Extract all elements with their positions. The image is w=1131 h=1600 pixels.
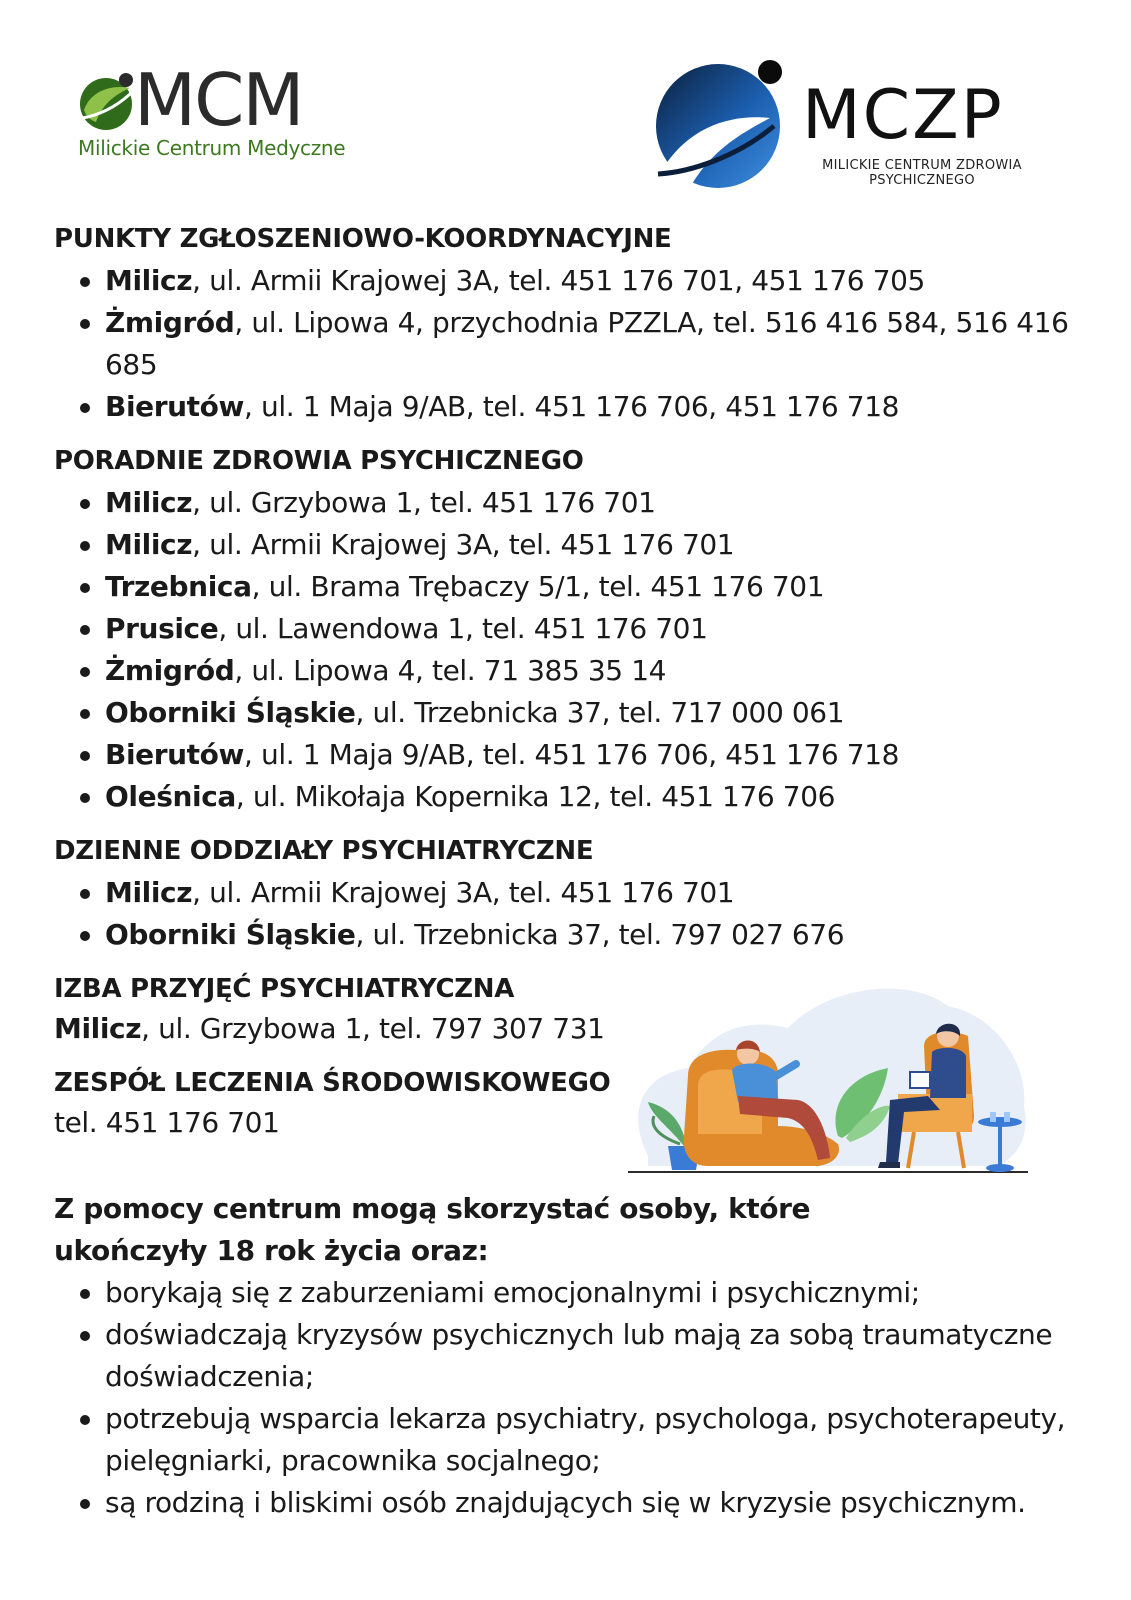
list-item (54, 872, 1094, 914)
section-heading-punkty: PUNKTY ZGŁOSZENIOWO-KOORDYNACYJNE (54, 224, 672, 254)
mczp-logo (652, 56, 1072, 196)
city-name: Oleśnica (105, 780, 236, 813)
section-heading-zespol: ZESPÓŁ LECZENIA ŚRODOWISKOWEGO (54, 1068, 611, 1098)
address-details: , ul. Lipowa 4, tel. 71 385 35 14 (234, 654, 667, 687)
mcm-leaf-logo-icon (76, 70, 138, 132)
city-name: Oborniki Śląskie (105, 918, 356, 951)
address-details: , ul. Grzybowa 1, tel. 451 176 701 (192, 486, 656, 519)
list-item (54, 734, 1094, 776)
address-details: , ul. Grzybowa 1, tel. 797 307 731 (141, 1012, 605, 1045)
eligibility-heading: Z pomocy centrum mogą skorzystać osoby, które ukończyły 18 rok życia oraz: (54, 1192, 811, 1267)
address-details: , ul. Armii Krajowej 3A, tel. 451 176 701, 451 176 705 (192, 264, 925, 297)
city-name: Prusice (105, 612, 219, 645)
list-item (54, 566, 1094, 608)
list-item (54, 482, 1094, 524)
address-details: , ul. 1 Maja 9/AB, tel. 451 176 706, 451 176 718 (243, 738, 900, 771)
city-name: Milicz (105, 876, 193, 909)
mcm-subtitle: Milickie Centrum Medyczne (78, 136, 346, 160)
list-item (54, 608, 1094, 650)
list-item (54, 692, 1094, 734)
therapy-session-illustration-icon (628, 976, 1038, 1176)
eligibility-summary (54, 1188, 1094, 1524)
section-punkty (54, 220, 1094, 428)
section-heading-poradnie: PORADNIE ZDROWIA PSYCHICZNEGO (54, 446, 584, 476)
city-name: Bierutów (105, 390, 244, 423)
city-name: Bierutów (105, 738, 244, 771)
address-details: , ul. Mikołaja Kopernika 12, tel. 451 176 706 (235, 780, 836, 813)
eligibility-list (54, 1272, 1094, 1524)
address-details: , ul. Armii Krajowej 3A, tel. 451 176 701 (192, 528, 735, 561)
address-details: , ul. Armii Krajowej 3A, tel. 451 176 701 (192, 876, 735, 909)
section-heading-dzienne: DZIENNE ODDZIAŁY PSYCHIATRYCZNE (54, 836, 594, 866)
section-zespol (54, 1064, 654, 1144)
list-item: doświadczają kryzysów psychicznych lub mają za sobą traumatyczne doświadczenia; (54, 1314, 1094, 1398)
list-item: borykają się z zaburzeniami emocjonalnymi i psychicznymi; (54, 1272, 1094, 1314)
list-item: są rodziną i bliskimi osób znajdujących się w kryzysie psychicznym. (54, 1482, 1094, 1524)
list-item: potrzebują wsparcia lekarza psychiatry, psychologa, psychoterapeuty, pielęgniarki, pracownika socjalnego; (54, 1398, 1094, 1482)
address-details: , ul. Lipowa 4, przychodnia PZZLA, tel. 516 416 584, 516 416 685 (105, 306, 1069, 381)
list-item (54, 914, 1094, 956)
mczp-subtitle-line1: MILICKIE CENTRUM ZDROWIA (822, 158, 1022, 173)
list-item (54, 650, 1094, 692)
city-name: Oborniki Śląskie (105, 696, 356, 729)
list-item (54, 302, 1094, 386)
city-name: Milicz (105, 486, 193, 519)
poradnie-list (54, 482, 1094, 818)
mcm-logo (76, 58, 376, 172)
section-heading-izba: IZBA PRZYJĘĆ PSYCHIATRYCZNA (54, 974, 515, 1004)
mczp-subtitle (802, 158, 1042, 188)
mczp-subtitle-line2: PSYCHICZNEGO (869, 173, 975, 188)
city-name: Żmigród (105, 654, 235, 687)
mcm-wordmark: MCM (134, 58, 303, 142)
city-name: Milicz (105, 528, 193, 561)
address-details: , ul. Trzebnicka 37, tel. 717 000 061 (355, 696, 845, 729)
address-details: , ul. Brama Trębaczy 5/1, tel. 451 176 701 (251, 570, 825, 603)
list-item (54, 386, 1094, 428)
punkty-list (54, 260, 1094, 428)
list-item (54, 260, 1094, 302)
dzienne-list (54, 872, 1094, 956)
city-name: Milicz (54, 1012, 142, 1045)
zespol-phone: tel. 451 176 701 (54, 1106, 280, 1139)
city-name: Żmigród (105, 306, 235, 339)
mczp-figure-logo-icon (652, 56, 792, 192)
city-name: Milicz (105, 264, 193, 297)
izba-address (54, 1008, 654, 1050)
address-details: , ul. Trzebnicka 37, tel. 797 027 676 (355, 918, 845, 951)
section-dzienne (54, 832, 1094, 956)
address-details: , ul. Lawendowa 1, tel. 451 176 701 (218, 612, 708, 645)
list-item (54, 776, 1094, 818)
section-izba (54, 970, 654, 1050)
mczp-wordmark: MCZP (802, 76, 1004, 155)
address-details: , ul. 1 Maja 9/AB, tel. 451 176 706, 451 176 718 (243, 390, 900, 423)
section-poradnie (54, 442, 1094, 818)
city-name: Trzebnica (105, 570, 252, 603)
list-item (54, 524, 1094, 566)
